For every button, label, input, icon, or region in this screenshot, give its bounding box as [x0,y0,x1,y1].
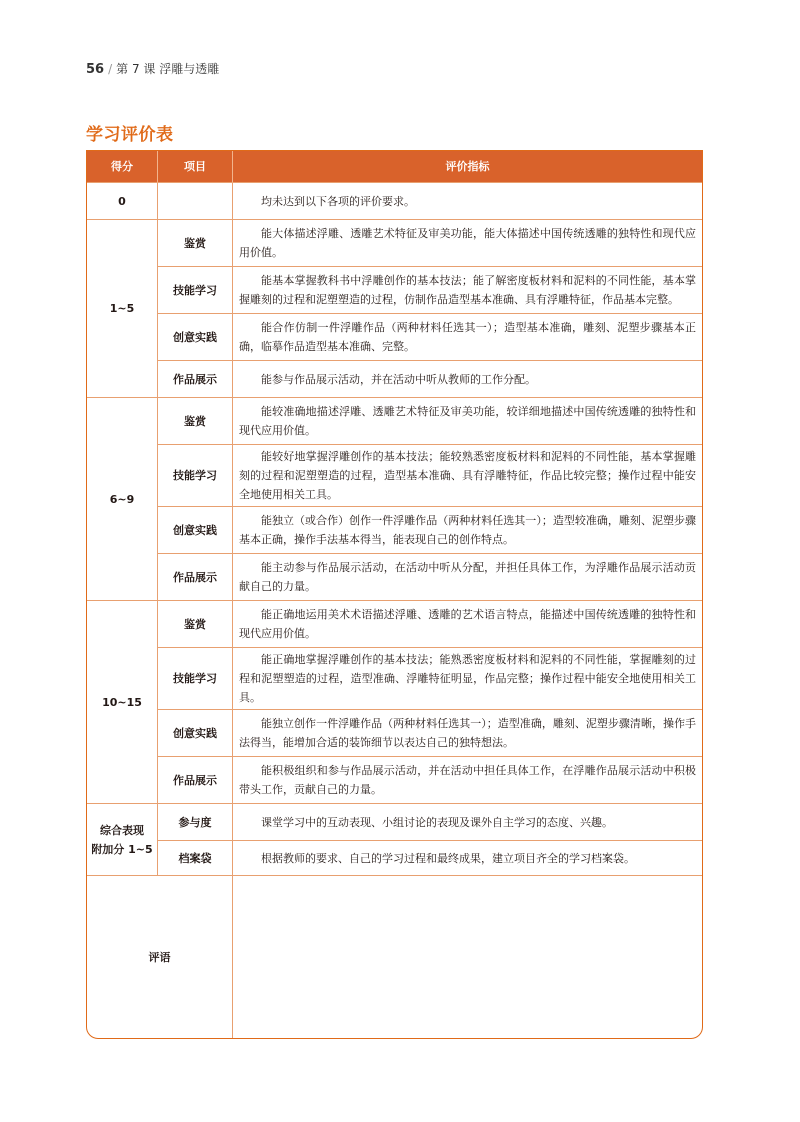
item-creative: 创意实践 [158,314,233,361]
criteria-cell: 能主动参与作品展示活动，在活动中听从分配，并担任具体工作，为浮雕作品展示活动贡献自己的力量。 [233,554,702,601]
criteria-cell: 课堂学习中的互动表现、小组讨论的表现及课外自主学习的态度、兴趣。 [233,804,702,841]
item-creative: 创意实践 [158,507,233,554]
criteria-cell: 能正确地运用美术术语描述浮雕、透雕的艺术语言特点，能描述中国传统透雕的独特性和现代应用价值。 [233,601,702,648]
header-criteria: 评价指标 [233,151,702,183]
criteria-cell: 能正确地掌握浮雕创作的基本技法；能熟悉密度板材料和泥料的不同性能，掌握雕刻的过程和泥塑塑造的过程，造型准确、浮雕特征明显，作品完整；操作过程中能安全地使用相关工具。 [233,648,702,710]
page-header [86,60,219,77]
header-item: 项目 [158,151,233,183]
criteria-cell: 能独立（或合作）创作一件浮雕作品（两种材料任选其一）；造型较准确，雕刻、泥塑步骤基本正确，操作手法基本得当，能表现自己的创作特点。 [233,507,702,554]
item-creative: 创意实践 [158,710,233,757]
criteria-cell: 能独立创作一件浮雕作品（两种材料任选其一）；造型准确，雕刻、泥塑步骤清晰，操作手法得当，能增加合适的装饰细节以表达自己的独特想法。 [233,710,702,757]
criteria-cell: 能较好地掌握浮雕创作的基本技法；能较熟悉密度板材料和泥料的不同性能，基本掌握雕刻的过程和泥塑塑造的过程，造型基本准确、具有浮雕特征，作品比较完整；操作过程中能安全地使用相关工具。 [233,445,702,507]
page-number: 56 [86,62,105,77]
criteria-cell: 能基本掌握教科书中浮雕创作的基本技法；能了解密度板材料和泥料的不同性能，基本掌握雕刻的过程和泥塑塑造的过程，仿制作品造型基本准确、具有浮雕特征，作品基本完整。 [233,267,702,314]
item-display: 作品展示 [158,757,233,804]
item-empty [158,183,233,220]
item-appreciation: 鉴赏 [158,398,233,445]
score-6-9: 6~9 [87,398,158,601]
item-display: 作品展示 [158,554,233,601]
score-bonus [87,804,158,876]
criteria-cell: 均未达到以下各项的评价要求。 [233,183,702,220]
item-appreciation: 鉴赏 [158,601,233,648]
item-appreciation: 鉴赏 [158,220,233,267]
bonus-label-line2: 附加分 1~5 [91,842,153,856]
table-title: 学习评价表 [86,125,174,145]
header-score: 得分 [87,151,158,183]
remark-label: 评语 [87,876,233,1038]
criteria-cell: 能较准确地描述浮雕、透雕艺术特征及审美功能，较详细地描述中国传统透雕的独特性和现代应用价值。 [233,398,702,445]
score-0: 0 [87,183,158,220]
criteria-cell: 能合作仿制一件浮雕作品（两种材料任选其一）；造型基本准确，雕刻、泥塑步骤基本正确，临摹作品造型基本准确、完整。 [233,314,702,361]
criteria-cell: 能积极组织和参与作品展示活动，并在活动中担任具体工作，在浮雕作品展示活动中积极带头工作，贡献自己的力量。 [233,757,702,804]
remark-field[interactable] [233,876,702,1038]
lesson-title: 第 7 课 浮雕与透雕 [116,62,220,76]
score-10-15: 10~15 [87,601,158,804]
criteria-cell: 能大体描述浮雕、透雕艺术特征及审美功能，能大体描述中国传统透雕的独特性和现代应用价值。 [233,220,702,267]
score-1-5: 1~5 [87,220,158,398]
item-skill: 技能学习 [158,445,233,507]
header-slash: / [108,62,113,76]
criteria-cell: 根据教师的要求、自己的学习过程和最终成果，建立项目齐全的学习档案袋。 [233,841,702,876]
item-participation: 参与度 [158,804,233,841]
item-portfolio: 档案袋 [158,841,233,876]
evaluation-table [86,150,703,1039]
item-display: 作品展示 [158,361,233,398]
bonus-label-line1: 综合表现 [100,823,144,837]
item-skill: 技能学习 [158,648,233,710]
item-skill: 技能学习 [158,267,233,314]
criteria-cell: 能参与作品展示活动，并在活动中听从教师的工作分配。 [233,361,702,398]
